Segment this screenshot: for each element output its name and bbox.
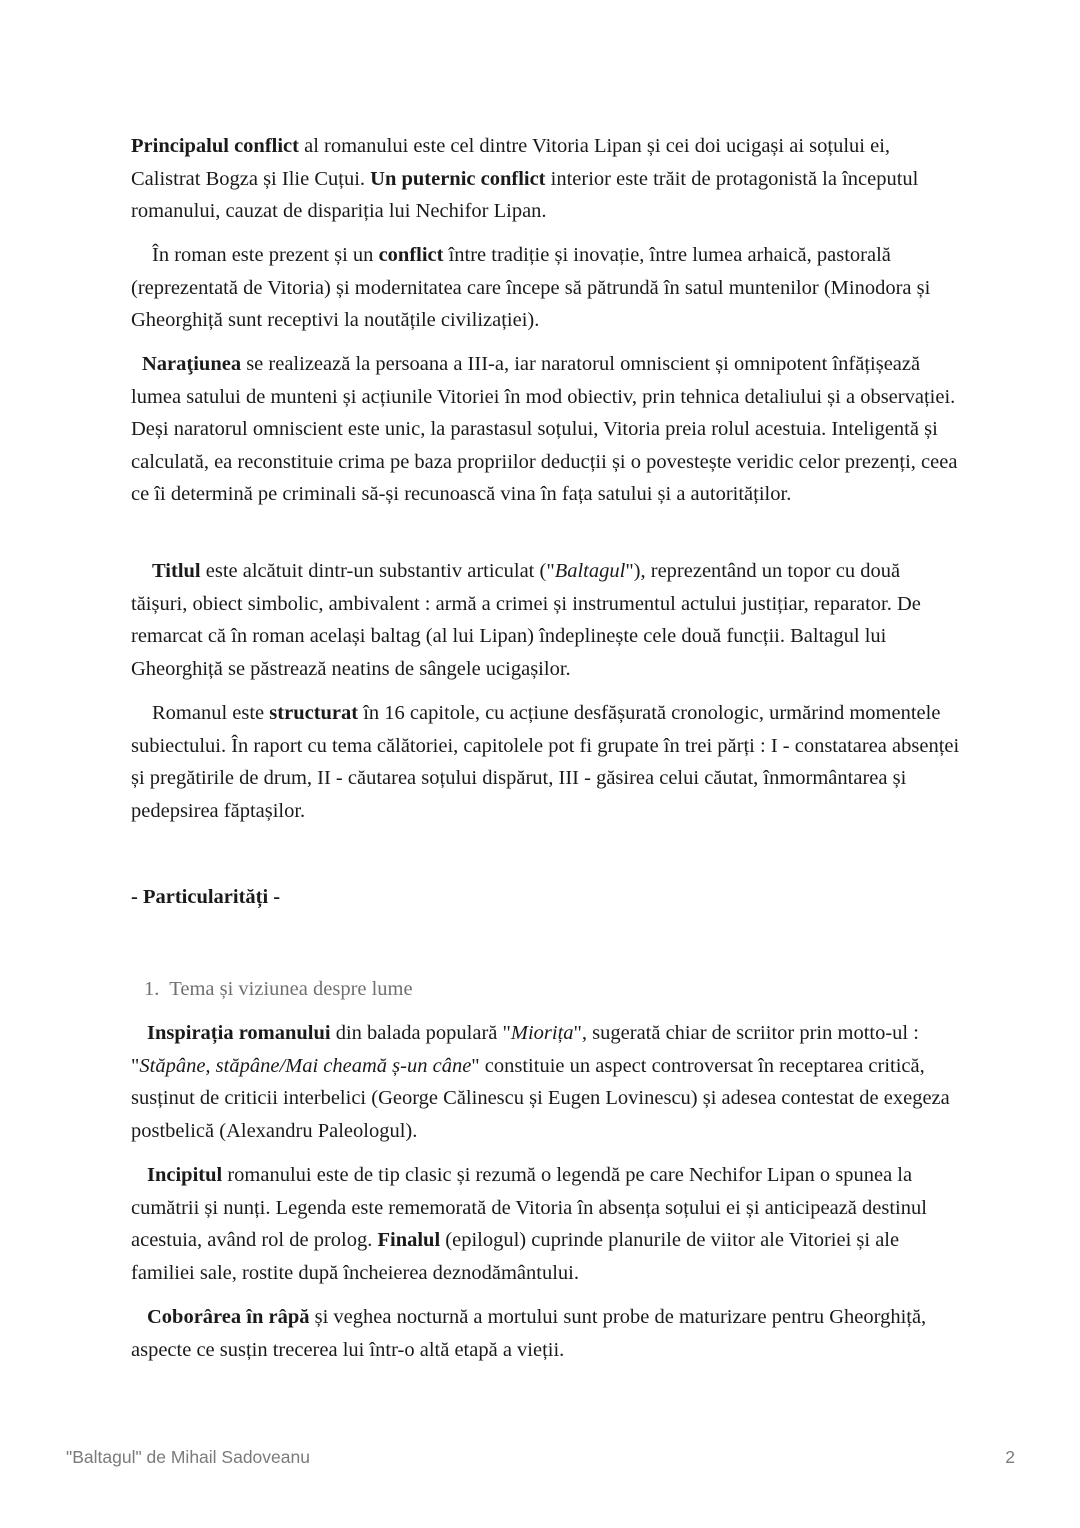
paragraph-naratiunea: Naraţiunea se realizează la persoana a III-a, iar naratorul omniscient și omnipotent înfățișează lumea satului de munteni și acțiunile Vitoriei în mod obiectiv, prin tehnica detaliului și a observației. Deși naratorul omniscient este unic, la parastasul soțului, Vitoria preia rolul acestuia. Inteligentă și calculată, ea reconstituie crima pe baza propriilor deducții și o povestește veridic celor prezenți, ceea ce îi determină pe criminali să-și recunoască vina în fața satului și a autorităților.: [131, 353, 958, 506]
bold-term: Inspirația romanului: [147, 1022, 331, 1044]
paragraph-structura: Romanul este structurat în 16 capitole, cu acțiune desfășurată cronologic, urmărind momentele subiectului. În raport cu tema călătoriei, capitolele pot fi grupate în trei părți : I - constatarea absenței și pregătirile de drum, II - căutarea soțului dispărut, III - găsirea celui căutat, înmormântarea și pedepsirea făptașilor.: [131, 702, 960, 822]
italic-term: Baltagul: [554, 560, 626, 582]
paragraph-tradition-innovation: În roman este prezent și un conflict între tradiție și inovație, între lumea arhaică, pastorală (reprezentată de Vitoria) și modernitatea care începe să pătrundă în satul muntenilor (Minodora și Gheorghiță sunt receptivi la noutățile civilizației).: [131, 244, 931, 332]
bold-term: Coborârea în râpă: [147, 1306, 310, 1328]
bold-term: Naraţiunea: [142, 353, 242, 375]
bold-term: Titlul: [152, 560, 201, 582]
section-heading: - Particularități -: [131, 886, 281, 908]
list-item-text: Tema și viziunea despre lume: [169, 978, 413, 1000]
italic-term: Miorița: [510, 1022, 574, 1044]
paragraph-titlul: Titlul este alcătuit dintr-un substantiv articulat ("Baltagul"), reprezentând un topor cu două tăișuri, obiect simbolic, ambivalent : armă a crimei și instrumentul actului justițiar, reparator. De remarcat că în roman același baltag (al lui Lipan) îndeplinește cele două funcții. Baltagul lui Gheorghiță se păstrează neatins de sângele ucigașilor.: [131, 560, 921, 680]
bold-term: conflict: [378, 244, 444, 266]
italic-quote: Stăpâne, stăpâne/Mai cheamă ș-un câne: [139, 1054, 472, 1077]
footer-title: "Baltagul" de Mihail Sadoveanu: [66, 1447, 310, 1467]
footer-page-number: 2: [1005, 1447, 1015, 1467]
bold-term: Incipitul: [147, 1164, 223, 1186]
bold-term: Finalul: [377, 1229, 441, 1252]
list-item-theme: [144, 973, 413, 1005]
bold-term: Principalul conflict: [131, 135, 299, 157]
bold-term: Un puternic conflict: [370, 167, 546, 190]
list-number: 1.: [144, 978, 160, 1000]
paragraph-coborarea: Coborârea în râpă și veghea nocturnă a mortului sunt probe de maturizare pentru Gheorghiță, aspecte ce susțin trecerea lui într-o altă etapă a vieții.: [131, 1306, 927, 1361]
bold-term: structurat: [269, 702, 359, 724]
paragraph-incipitul: Incipitul romanului este de tip clasic și rezumă o legendă pe care Nechifor Lipan o spunea la cumătrii și nunți. Legenda este rememorată de Vitoria în absența soțului ei și anticipează destinul acestuia, având rol de prolog. Finalul (epilogul) cuprinde planurile de viitor ale Vitoriei și ale familiei sale, rostite după încheierea deznodământului.: [131, 1164, 927, 1284]
paragraph-inspiratia: Inspirația romanului din balada populară "Miorița", sugerată chiar de scriitor prin motto-ul : "Stăpâne, stăpâne/Mai cheamă ș-un câne" constituie un aspect controversat în receptarea critică, susținut de criticii interbelici (George Călinescu și Eugen Lovinescu) și adesea contestat de exegeza postbelică (Alexandru Paleologul).: [131, 1022, 950, 1142]
paragraph-conflict: Principalul conflict al romanului este cel dintre Vitoria Lipan și cei doi ucigași ai soțului ei, Calistrat Bogza și Ilie Cuțui. Un puternic conflict interior este trăit de protagonistă la începutul romanului, cauzat de dispariția lui Nechifor Lipan.: [131, 135, 919, 223]
